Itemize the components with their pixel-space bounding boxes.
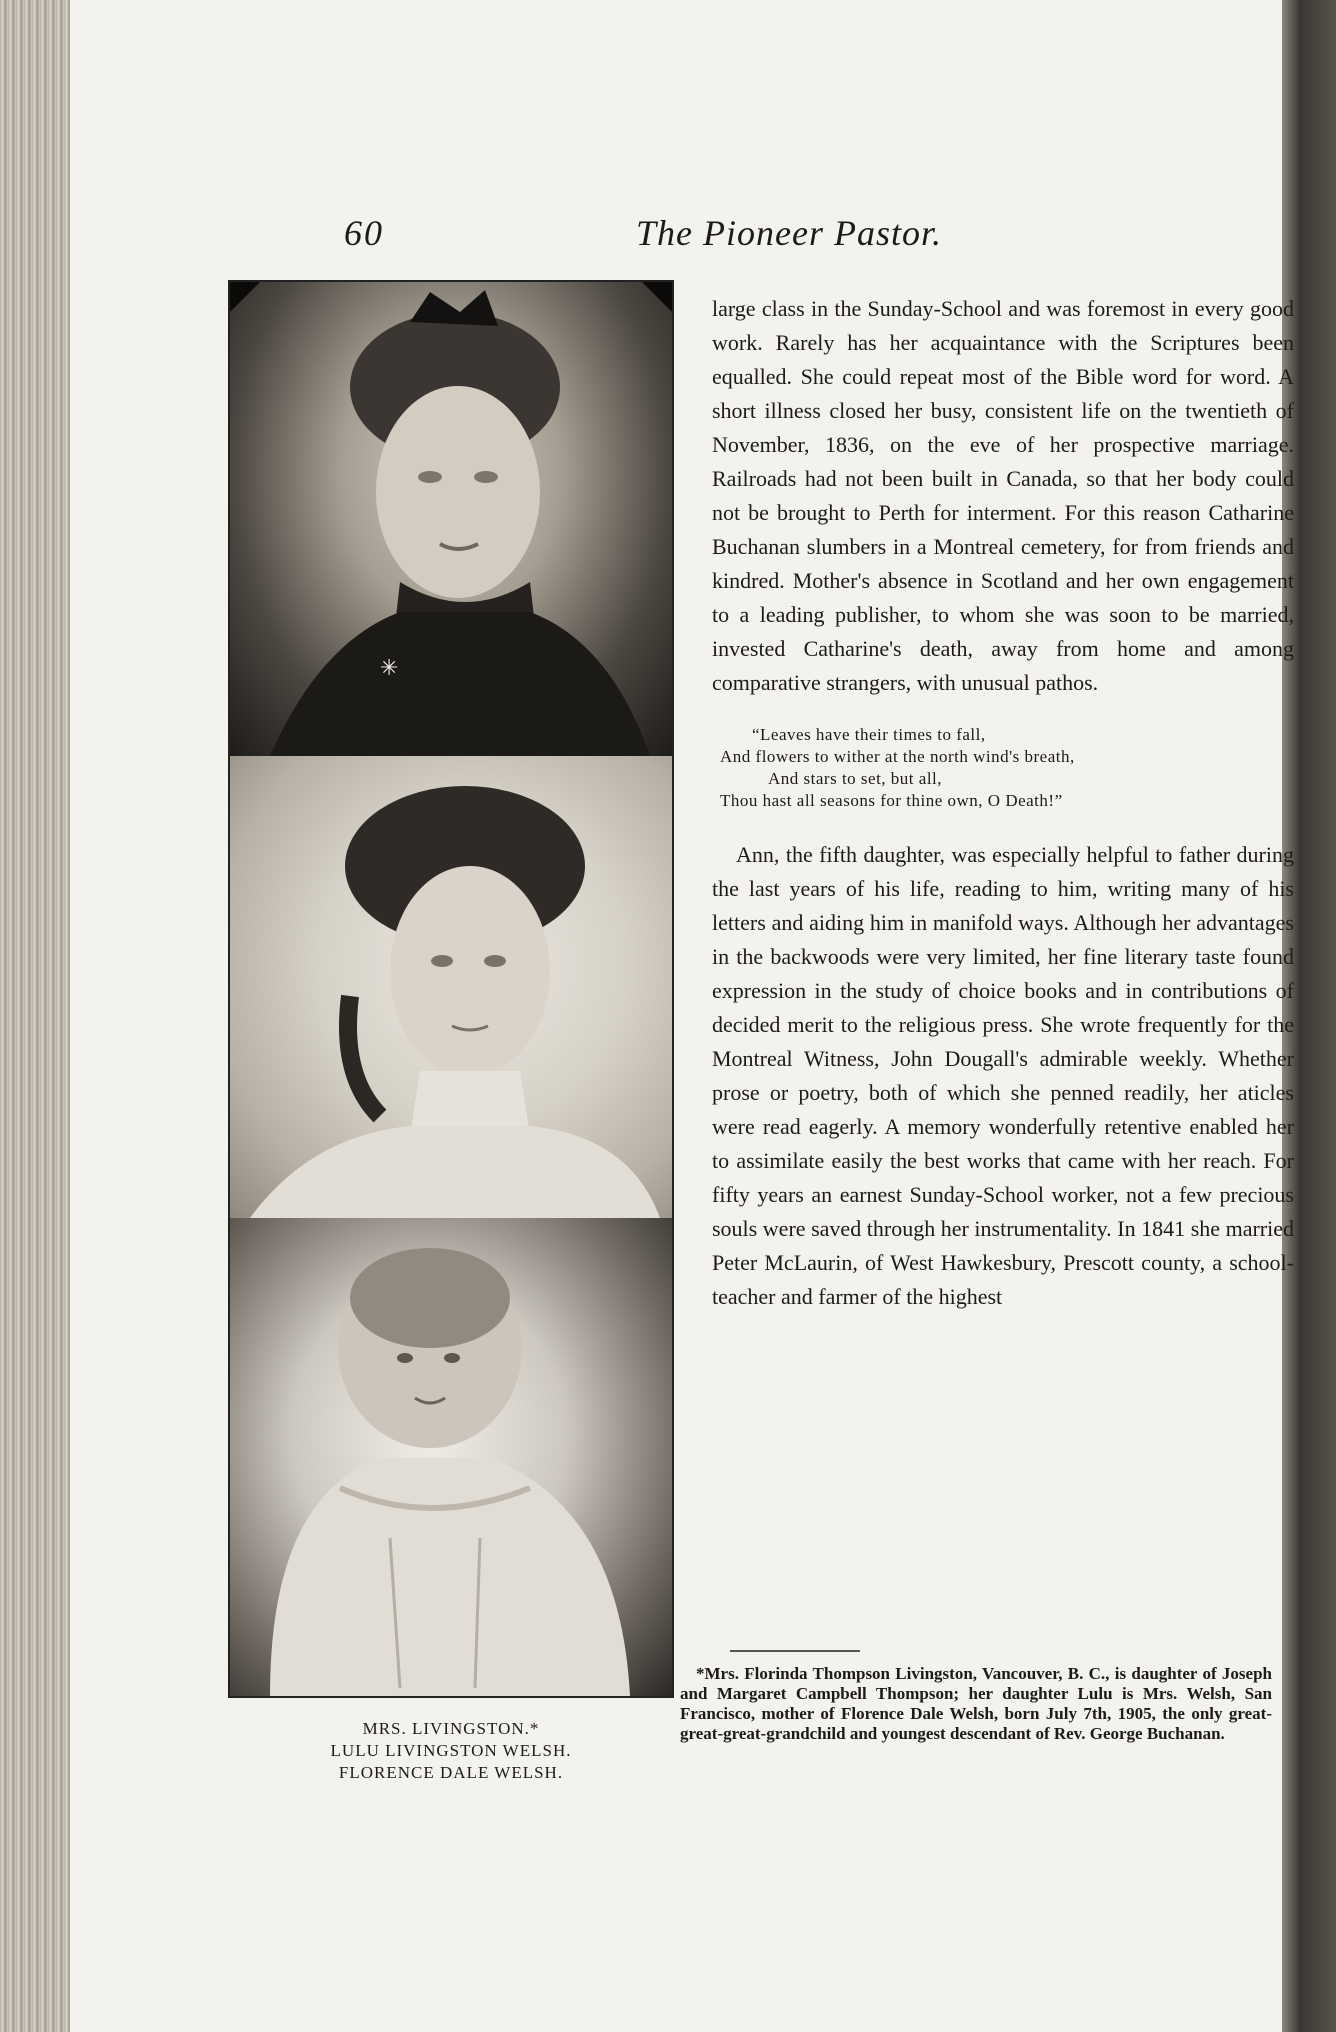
young-woman-portrait-image bbox=[230, 756, 672, 1218]
body-paragraph: Ann, the fifth daughter, was especially helpful to father during the last years of his life, reading to him, writing many of his letters and aiding him in manifold ways. Although her advantages in the backwoods were very limited, her fine literary taste found expression in the study of choice books and in contributions of decided merit to the religious press. She wrote frequently for the Montreal Witness, John Dougall's admirable weekly. Whether prose or poetry, both of which she penned readily, her aticles were read eagerly. A memory wonderfully retentive enabled her to assimilate easily the best works that came with her reach. For fifty years an earnest Sunday-School worker, not a few precious souls were saved through her instrumentality. In 1841 she married Peter McLaurin, of West Hawkesbury, Prescott county, a school-teacher and farmer of the highest bbox=[712, 842, 1294, 1309]
body-text-column bbox=[712, 292, 1294, 1314]
baby-portrait-image bbox=[230, 1218, 672, 1696]
caption-line: LULU LIVINGSTON WELSH. bbox=[330, 1741, 572, 1760]
caption-line: FLORENCE DALE WELSH. bbox=[338, 1763, 564, 1782]
verse-line: Thou hast all seasons for thine own, O Death!” bbox=[720, 791, 1063, 810]
book-title: The Pioneer Pastor. bbox=[636, 213, 942, 253]
verse-quotation bbox=[712, 724, 1294, 812]
portrait-plate bbox=[228, 280, 674, 1698]
footnote-rule bbox=[730, 1650, 860, 1652]
page-number: 60 bbox=[344, 213, 384, 253]
book-page bbox=[70, 0, 1294, 2032]
page-binding-edge bbox=[0, 0, 70, 2032]
portrait-lulu-livingston-welsh bbox=[230, 756, 672, 1218]
running-head bbox=[70, 212, 1282, 272]
verse-line: And stars to set, but all, bbox=[768, 769, 943, 788]
body-paragraph: large class in the Sunday-School and was foremost in every good work. Rarely has her acquaintance with the Scriptures been equalled. She could repeat most of the Bible word for word. A short illness closed her busy, consistent life on the twentieth of November, 1836, on the eve of her prospective marriage. Railroads had not been built in Canada, so that her body could not be brought to Perth for interment. For this reason Catharine Buchanan slumbers in a Montreal cemetery, for from friends and kindred. Mother's absence in Scotland and her own engagement to a leading publisher, to whom she was soon to be married, invested Catharine's death, away from home and among comparative strangers, with unusual pathos. bbox=[712, 296, 1294, 695]
portrait-florence-dale-welsh bbox=[230, 1218, 672, 1696]
caption-line: MRS. LIVINGSTON.* bbox=[362, 1719, 540, 1738]
svg-text:✳: ✳ bbox=[380, 656, 399, 681]
portrait-mrs-livingston bbox=[230, 282, 672, 756]
woman-portrait-image bbox=[230, 282, 672, 756]
footnote bbox=[680, 1664, 1272, 1744]
footnote-text: *Mrs. Florinda Thompson Livingston, Vancouver, B. C., is daughter of Joseph and Margaret Campbell Thompson; her daughter Lulu is Mrs. Welsh, San Francisco, mother of Florence Dale Welsh, born July 7th, 1905, the only great-great-great-grandchild and youngest descendant of Rev. George Buchanan. bbox=[680, 1664, 1272, 1743]
plate-caption bbox=[228, 1718, 674, 1784]
verse-line: And flowers to wither at the north wind's breath, bbox=[720, 747, 1075, 766]
verse-line: “Leaves have their times to fall, bbox=[752, 725, 986, 744]
